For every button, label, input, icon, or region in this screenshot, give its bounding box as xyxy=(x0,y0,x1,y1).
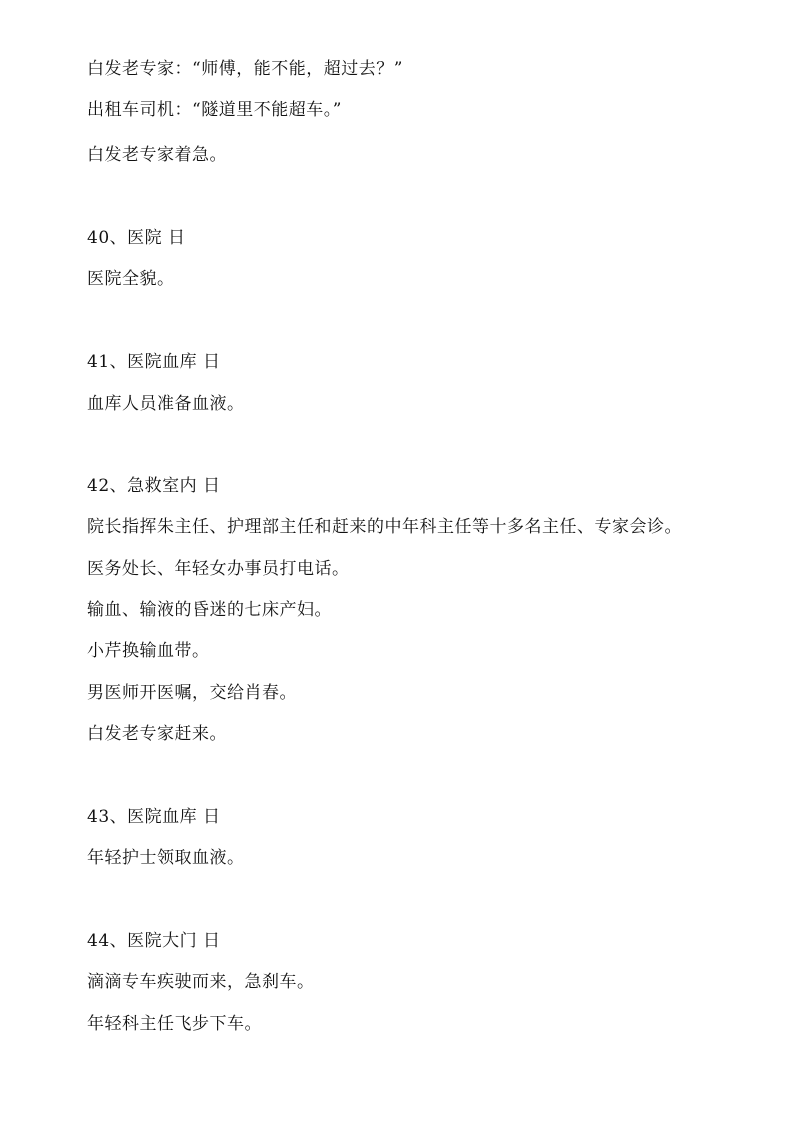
action-line: 小芹换输血带。 xyxy=(87,641,210,661)
action-line: 医务处长、年轻女办事员打电话。 xyxy=(87,559,350,579)
action-line: 男医师开医嘱，交给肖春。 xyxy=(87,683,297,703)
action-line: 医院全貌。 xyxy=(87,269,175,289)
action-line: 白发老专家着急。 xyxy=(87,145,227,165)
action-line: 院长指挥朱主任、护理部主任和赶来的中年科主任等十多名主任、专家会诊。 xyxy=(87,517,682,537)
action-line: 血库人员准备血液。 xyxy=(87,394,245,414)
scene-heading: 44、医院大门 日 xyxy=(87,931,221,951)
action-line: 输血、输液的昏迷的七床产妇。 xyxy=(87,600,332,620)
action-line: 滴滴专车疾驶而来，急刹车。 xyxy=(87,972,315,992)
scene-heading: 43、医院血库 日 xyxy=(87,807,221,827)
dialogue-line: 出租车司机：“隧道里不能超车。” xyxy=(87,100,342,120)
scene-heading: 40、医院 日 xyxy=(87,228,186,248)
action-line: 年轻护士领取血液。 xyxy=(87,848,245,868)
action-line: 白发老专家赶来。 xyxy=(87,724,227,744)
dialogue-line: 白发老专家：“师傅，能不能，超过去？” xyxy=(87,59,403,79)
scene-heading: 42、急救室内 日 xyxy=(87,476,221,496)
scene-heading: 41、医院血库 日 xyxy=(87,352,221,372)
action-line: 年轻科主任飞步下车。 xyxy=(87,1014,262,1034)
